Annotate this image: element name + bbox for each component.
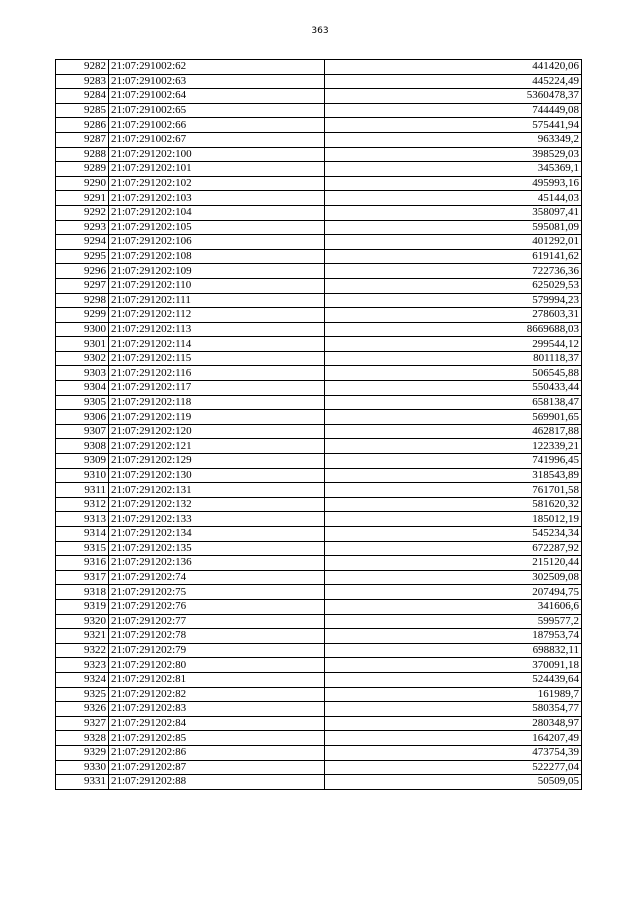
row-number-cell: 9295 xyxy=(56,249,109,264)
cadastral-number-cell: 21:07:291202:108 xyxy=(109,249,325,264)
row-number-cell: 9317 xyxy=(56,570,109,585)
table-row xyxy=(56,249,582,264)
cadastral-value-cell: 581620,32 xyxy=(325,497,582,512)
cadastral-value-cell: 545234,34 xyxy=(325,527,582,542)
cadastral-number-cell: 21:07:291202:105 xyxy=(109,220,325,235)
row-number-cell: 9323 xyxy=(56,658,109,673)
table-row xyxy=(56,687,582,702)
row-number-cell: 9315 xyxy=(56,541,109,556)
table-row xyxy=(56,395,582,410)
cadastral-number-cell: 21:07:291202:86 xyxy=(109,745,325,760)
table-row xyxy=(56,410,582,425)
table-row xyxy=(56,702,582,717)
page-number: 363 xyxy=(311,26,329,36)
table-row xyxy=(56,570,582,585)
row-number-cell: 9310 xyxy=(56,468,109,483)
row-number-cell: 9285 xyxy=(56,103,109,118)
row-number-cell: 9316 xyxy=(56,556,109,571)
cadastral-number-cell: 21:07:291202:121 xyxy=(109,439,325,454)
cadastral-number-cell: 21:07:291202:106 xyxy=(109,235,325,250)
cadastral-number-cell: 21:07:291202:110 xyxy=(109,278,325,293)
table-row xyxy=(56,439,582,454)
row-number-cell: 9320 xyxy=(56,614,109,629)
cadastral-value-cell: 164207,49 xyxy=(325,731,582,746)
row-number-cell: 9311 xyxy=(56,483,109,498)
cadastral-value-cell: 761701,58 xyxy=(325,483,582,498)
cadastral-value-cell: 345369,1 xyxy=(325,162,582,177)
cadastral-number-cell: 21:07:291202:77 xyxy=(109,614,325,629)
row-number-cell: 9296 xyxy=(56,264,109,279)
cadastral-value-cell: 8669688,03 xyxy=(325,322,582,337)
table-row xyxy=(56,147,582,162)
cadastral-value-cell: 215120,44 xyxy=(325,556,582,571)
cadastral-value-cell: 299544,12 xyxy=(325,337,582,352)
cadastral-value-cell: 722736,36 xyxy=(325,264,582,279)
row-number-cell: 9319 xyxy=(56,599,109,614)
cadastral-value-cell: 5360478,37 xyxy=(325,89,582,104)
table-row xyxy=(56,176,582,191)
cadastral-number-cell: 21:07:291202:75 xyxy=(109,585,325,600)
table-row xyxy=(56,118,582,133)
row-number-cell: 9298 xyxy=(56,293,109,308)
cadastral-value-cell: 550433,44 xyxy=(325,381,582,396)
row-number-cell: 9286 xyxy=(56,118,109,133)
row-number-cell: 9299 xyxy=(56,308,109,323)
table-row xyxy=(56,483,582,498)
row-number-cell: 9290 xyxy=(56,176,109,191)
row-number-cell: 9324 xyxy=(56,672,109,687)
cadastral-value-cell: 122339,21 xyxy=(325,439,582,454)
cadastral-number-cell: 21:07:291202:103 xyxy=(109,191,325,206)
row-number-cell: 9294 xyxy=(56,235,109,250)
cadastral-number-cell: 21:07:291202:80 xyxy=(109,658,325,673)
cadastral-value-cell: 398529,03 xyxy=(325,147,582,162)
table-row xyxy=(56,337,582,352)
table-row xyxy=(56,556,582,571)
row-number-cell: 9318 xyxy=(56,585,109,600)
cadastral-value-cell: 625029,53 xyxy=(325,278,582,293)
table-row xyxy=(56,745,582,760)
table-row xyxy=(56,308,582,323)
row-number-cell: 9284 xyxy=(56,89,109,104)
cadastral-value-cell: 318543,89 xyxy=(325,468,582,483)
cadastral-value-cell: 741996,45 xyxy=(325,454,582,469)
cadastral-number-cell: 21:07:291202:132 xyxy=(109,497,325,512)
cadastral-value-cell: 187953,74 xyxy=(325,629,582,644)
table-body xyxy=(56,60,582,790)
cadastral-value-cell: 278603,31 xyxy=(325,308,582,323)
table-row xyxy=(56,351,582,366)
cadastral-value-cell: 619141,62 xyxy=(325,249,582,264)
cadastral-number-cell: 21:07:291202:83 xyxy=(109,702,325,717)
table-row xyxy=(56,585,582,600)
cadastral-value-cell: 506545,88 xyxy=(325,366,582,381)
row-number-cell: 9329 xyxy=(56,745,109,760)
row-number-cell: 9314 xyxy=(56,527,109,542)
cadastral-number-cell: 21:07:291202:129 xyxy=(109,454,325,469)
cadastral-number-cell: 21:07:291202:76 xyxy=(109,599,325,614)
cadastral-value-cell: 658138,47 xyxy=(325,395,582,410)
cadastral-number-cell: 21:07:291202:120 xyxy=(109,424,325,439)
row-number-cell: 9304 xyxy=(56,381,109,396)
cadastral-value-cell: 185012,19 xyxy=(325,512,582,527)
cadastral-value-cell: 595081,09 xyxy=(325,220,582,235)
row-number-cell: 9326 xyxy=(56,702,109,717)
cadastral-number-cell: 21:07:291202:117 xyxy=(109,381,325,396)
table-row xyxy=(56,658,582,673)
row-number-cell: 9327 xyxy=(56,716,109,731)
cadastral-number-cell: 21:07:291202:130 xyxy=(109,468,325,483)
cadastral-number-cell: 21:07:291202:136 xyxy=(109,556,325,571)
cadastral-value-cell: 302509,08 xyxy=(325,570,582,585)
cadastral-number-cell: 21:07:291202:88 xyxy=(109,775,325,790)
table-row xyxy=(56,672,582,687)
table-row xyxy=(56,716,582,731)
table-row xyxy=(56,541,582,556)
cadastral-number-cell: 21:07:291202:84 xyxy=(109,716,325,731)
cadastral-number-cell: 21:07:291202:119 xyxy=(109,410,325,425)
cadastral-value-cell: 801118,37 xyxy=(325,351,582,366)
row-number-cell: 9282 xyxy=(56,60,109,75)
cadastral-value-cell: 744449,08 xyxy=(325,103,582,118)
cadastral-value-cell: 495993,16 xyxy=(325,176,582,191)
cadastral-value-cell: 524439,64 xyxy=(325,672,582,687)
cadastral-value-cell: 445224,49 xyxy=(325,74,582,89)
row-number-cell: 9302 xyxy=(56,351,109,366)
row-number-cell: 9309 xyxy=(56,454,109,469)
cadastral-number-cell: 21:07:291202:118 xyxy=(109,395,325,410)
row-number-cell: 9287 xyxy=(56,132,109,147)
row-number-cell: 9308 xyxy=(56,439,109,454)
table-row xyxy=(56,731,582,746)
cadastral-value-cell: 207494,75 xyxy=(325,585,582,600)
cadastral-number-cell: 21:07:291202:101 xyxy=(109,162,325,177)
cadastral-number-cell: 21:07:291202:115 xyxy=(109,351,325,366)
cadastral-value-cell: 370091,18 xyxy=(325,658,582,673)
cadastral-number-cell: 21:07:291002:64 xyxy=(109,89,325,104)
cadastral-number-cell: 21:07:291202:134 xyxy=(109,527,325,542)
table-row xyxy=(56,205,582,220)
cadastral-value-cell: 575441,94 xyxy=(325,118,582,133)
row-number-cell: 9292 xyxy=(56,205,109,220)
table-row xyxy=(56,74,582,89)
table-row xyxy=(56,424,582,439)
row-number-cell: 9312 xyxy=(56,497,109,512)
cadastral-value-cell: 569901,65 xyxy=(325,410,582,425)
table-row xyxy=(56,162,582,177)
table-row xyxy=(56,527,582,542)
cadastral-value-cell: 522277,04 xyxy=(325,760,582,775)
row-number-cell: 9321 xyxy=(56,629,109,644)
cadastral-value-cell: 341606,6 xyxy=(325,599,582,614)
row-number-cell: 9305 xyxy=(56,395,109,410)
cadastral-number-cell: 21:07:291202:114 xyxy=(109,337,325,352)
table-row xyxy=(56,191,582,206)
cadastral-value-cell: 579994,23 xyxy=(325,293,582,308)
row-number-cell: 9331 xyxy=(56,775,109,790)
row-number-cell: 9330 xyxy=(56,760,109,775)
cadastral-number-cell: 21:07:291202:87 xyxy=(109,760,325,775)
table-row xyxy=(56,468,582,483)
cadastral-number-cell: 21:07:291002:65 xyxy=(109,103,325,118)
row-number-cell: 9283 xyxy=(56,74,109,89)
row-number-cell: 9322 xyxy=(56,643,109,658)
cadastral-number-cell: 21:07:291202:133 xyxy=(109,512,325,527)
table-row xyxy=(56,366,582,381)
table-row xyxy=(56,775,582,790)
cadastral-number-cell: 21:07:291202:104 xyxy=(109,205,325,220)
table-row xyxy=(56,322,582,337)
table-row xyxy=(56,103,582,118)
table-row xyxy=(56,614,582,629)
table-row xyxy=(56,220,582,235)
cadastral-value-cell: 599577,2 xyxy=(325,614,582,629)
row-number-cell: 9306 xyxy=(56,410,109,425)
row-number-cell: 9307 xyxy=(56,424,109,439)
table-row xyxy=(56,599,582,614)
cadastral-number-cell: 21:07:291202:131 xyxy=(109,483,325,498)
table-row xyxy=(56,89,582,104)
cadastral-value-cell: 672287,92 xyxy=(325,541,582,556)
cadastral-number-cell: 21:07:291202:82 xyxy=(109,687,325,702)
cadastral-number-cell: 21:07:291202:109 xyxy=(109,264,325,279)
table-row xyxy=(56,278,582,293)
table-row xyxy=(56,454,582,469)
cadastral-number-cell: 21:07:291202:102 xyxy=(109,176,325,191)
cadastral-number-cell: 21:07:291202:78 xyxy=(109,629,325,644)
cadastral-number-cell: 21:07:291202:79 xyxy=(109,643,325,658)
cadastral-value-cell: 441420,06 xyxy=(325,60,582,75)
cadastral-value-cell: 963349,2 xyxy=(325,132,582,147)
row-number-cell: 9297 xyxy=(56,278,109,293)
cadastral-value-cell: 280348,97 xyxy=(325,716,582,731)
cadastral-value-cell: 698832,11 xyxy=(325,643,582,658)
cadastral-number-cell: 21:07:291202:113 xyxy=(109,322,325,337)
cadastral-value-cell: 580354,77 xyxy=(325,702,582,717)
cadastral-value-table xyxy=(55,59,582,790)
cadastral-value-cell: 50509,05 xyxy=(325,775,582,790)
cadastral-number-cell: 21:07:291002:62 xyxy=(109,60,325,75)
row-number-cell: 9325 xyxy=(56,687,109,702)
cadastral-value-cell: 358097,41 xyxy=(325,205,582,220)
cadastral-number-cell: 21:07:291202:81 xyxy=(109,672,325,687)
cadastral-number-cell: 21:07:291202:116 xyxy=(109,366,325,381)
row-number-cell: 9288 xyxy=(56,147,109,162)
row-number-cell: 9293 xyxy=(56,220,109,235)
cadastral-value-cell: 45144,03 xyxy=(325,191,582,206)
cadastral-number-cell: 21:07:291202:111 xyxy=(109,293,325,308)
table-row xyxy=(56,629,582,644)
table-row xyxy=(56,760,582,775)
row-number-cell: 9303 xyxy=(56,366,109,381)
cadastral-value-cell: 462817,88 xyxy=(325,424,582,439)
cadastral-number-cell: 21:07:291202:74 xyxy=(109,570,325,585)
cadastral-number-cell: 21:07:291002:66 xyxy=(109,118,325,133)
cadastral-number-cell: 21:07:291002:67 xyxy=(109,132,325,147)
table-row xyxy=(56,497,582,512)
row-number-cell: 9300 xyxy=(56,322,109,337)
table-row xyxy=(56,293,582,308)
table-row xyxy=(56,643,582,658)
cadastral-value-cell: 401292,01 xyxy=(325,235,582,250)
row-number-cell: 9328 xyxy=(56,731,109,746)
row-number-cell: 9291 xyxy=(56,191,109,206)
cadastral-value-cell: 161989,7 xyxy=(325,687,582,702)
table-row xyxy=(56,235,582,250)
table-row xyxy=(56,381,582,396)
cadastral-number-cell: 21:07:291202:85 xyxy=(109,731,325,746)
row-number-cell: 9301 xyxy=(56,337,109,352)
cadastral-number-cell: 21:07:291202:112 xyxy=(109,308,325,323)
table-row xyxy=(56,264,582,279)
table-row xyxy=(56,60,582,75)
cadastral-number-cell: 21:07:291202:135 xyxy=(109,541,325,556)
table-row xyxy=(56,512,582,527)
table-row xyxy=(56,132,582,147)
cadastral-number-cell: 21:07:291002:63 xyxy=(109,74,325,89)
row-number-cell: 9289 xyxy=(56,162,109,177)
cadastral-number-cell: 21:07:291202:100 xyxy=(109,147,325,162)
cadastral-value-cell: 473754,39 xyxy=(325,745,582,760)
row-number-cell: 9313 xyxy=(56,512,109,527)
